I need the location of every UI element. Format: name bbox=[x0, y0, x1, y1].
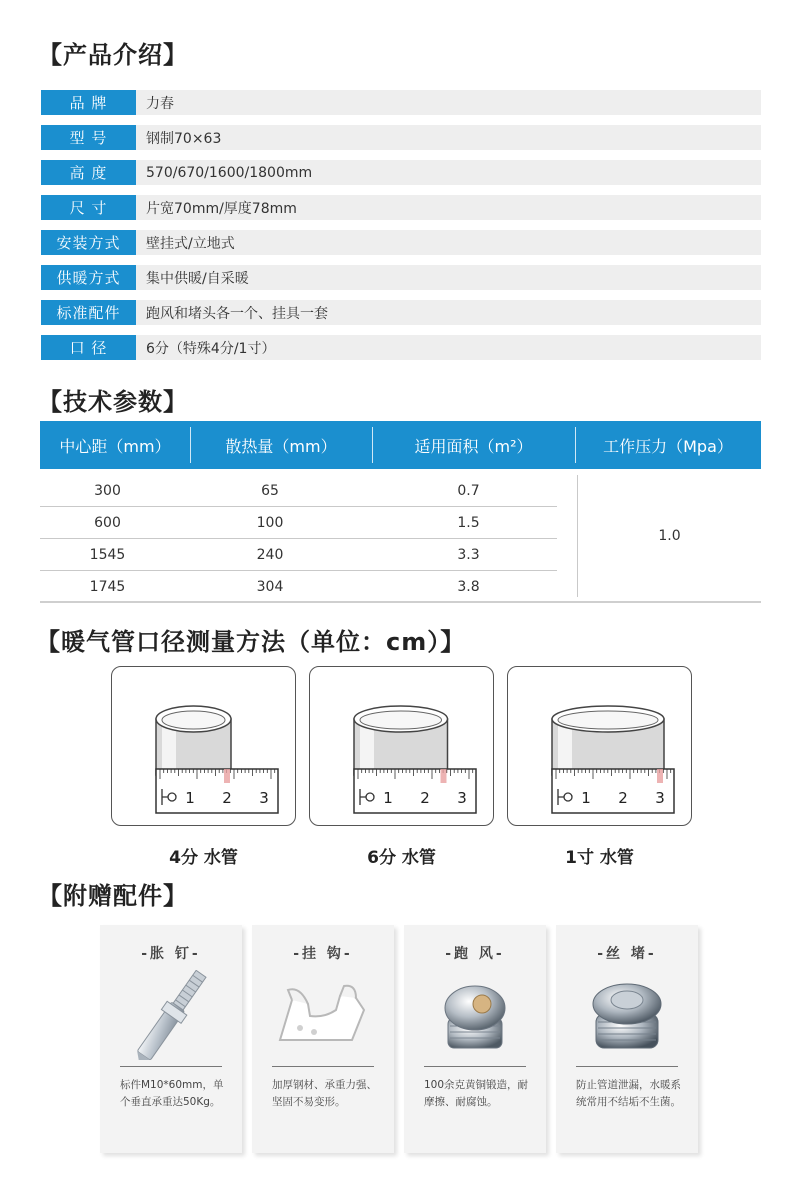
ruler-measure-mark bbox=[224, 769, 230, 783]
pipe-measure-card-4fen bbox=[111, 666, 296, 826]
spec-label: 标准配件 bbox=[41, 300, 136, 325]
expansion-bolt-icon bbox=[100, 970, 242, 1060]
tech-params-title: 【技术参数】 bbox=[38, 388, 188, 416]
spec-row-model bbox=[41, 125, 761, 150]
spec-label: 安装方式 bbox=[41, 230, 136, 255]
ruler-digit: 2 bbox=[420, 789, 430, 807]
table-row bbox=[40, 475, 572, 507]
pipe-caption: 4分 水管 bbox=[169, 848, 238, 868]
table-header bbox=[40, 421, 761, 469]
cell-area: 1.5 bbox=[457, 515, 480, 531]
spec-value: 6分（特殊4分/1寸） bbox=[136, 335, 761, 360]
accessory-card-hook bbox=[252, 925, 394, 1153]
air-vent-icon bbox=[404, 970, 546, 1060]
ruler-digit: 1 bbox=[383, 789, 393, 807]
cell-heat: 240 bbox=[256, 547, 284, 563]
accessory-name: -挂 钩- bbox=[293, 946, 353, 962]
cell-area: 0.7 bbox=[457, 483, 480, 499]
header-pressure: 工作压力（Mpa） bbox=[575, 421, 761, 469]
spec-row-brand bbox=[41, 90, 761, 115]
pipe-opening bbox=[162, 711, 225, 729]
accessory-divider bbox=[120, 1066, 222, 1067]
spec-value: 集中供暖/自采暖 bbox=[136, 265, 761, 290]
ruler-measure-mark bbox=[657, 769, 663, 783]
spec-value: 力春 bbox=[136, 90, 761, 115]
accessory-name: -跑 风- bbox=[445, 946, 505, 962]
cell-heat: 65 bbox=[261, 483, 279, 499]
spec-value: 片宽70mm/厚度78mm bbox=[136, 195, 761, 220]
table-row bbox=[40, 571, 572, 603]
accessory-divider bbox=[576, 1066, 678, 1067]
product-intro-title: 【产品介绍】 bbox=[38, 41, 188, 69]
cell-area: 3.8 bbox=[457, 579, 480, 595]
spec-label: 品 牌 bbox=[41, 90, 136, 115]
ruler-digit: 3 bbox=[655, 789, 665, 807]
cell-pressure: 1.0 bbox=[577, 475, 761, 597]
ruler-digit: 3 bbox=[457, 789, 467, 807]
accessory-card-air-vent bbox=[404, 925, 546, 1153]
ruler-digit: 2 bbox=[222, 789, 232, 807]
cell-center: 1545 bbox=[89, 547, 126, 563]
pipe-ruler-illustration bbox=[112, 667, 297, 827]
pipe-caption: 1寸 水管 bbox=[565, 848, 634, 868]
pipe-ruler-illustration bbox=[508, 667, 693, 827]
spec-row-heating bbox=[41, 265, 761, 290]
pipe-highlight bbox=[360, 723, 374, 773]
accessory-description: 标件M10*60mm，单个垂直承重达50Kg。 bbox=[120, 1079, 224, 1108]
spec-label: 尺 寸 bbox=[41, 195, 136, 220]
ruler-digit: 2 bbox=[618, 789, 628, 807]
accessory-description: 防止管道泄漏，水暖系统常用不结垢不生菌。 bbox=[576, 1079, 681, 1108]
header-center-distance: 中心距（mm） bbox=[59, 436, 171, 456]
accessory-card-plug bbox=[556, 925, 698, 1153]
accessory-divider bbox=[424, 1066, 526, 1067]
accessory-divider bbox=[272, 1066, 374, 1067]
pipe-measure-card-6fen bbox=[309, 666, 494, 826]
spec-value: 壁挂式/立地式 bbox=[136, 230, 761, 255]
table-row bbox=[40, 507, 572, 539]
accessories-title: 【附赠配件】 bbox=[38, 882, 188, 910]
cell-center: 300 bbox=[94, 483, 121, 499]
spec-row-height bbox=[41, 160, 761, 185]
spec-label: 型 号 bbox=[41, 125, 136, 150]
plug-icon bbox=[556, 970, 698, 1060]
spec-value: 570/670/1600/1800mm bbox=[136, 160, 761, 185]
accessory-card-expansion-bolt bbox=[100, 925, 242, 1153]
pipe-measure-title: 【暖气管口径测量方法（单位：cm）】 bbox=[36, 628, 466, 656]
pipe-opening bbox=[360, 711, 442, 729]
pipe-highlight bbox=[558, 723, 572, 773]
spec-label: 高 度 bbox=[41, 160, 136, 185]
cell-heat: 100 bbox=[256, 515, 284, 531]
spec-row-size bbox=[41, 195, 761, 220]
cell-center: 1745 bbox=[89, 579, 126, 595]
hook-icon bbox=[252, 970, 394, 1060]
pipe-ruler-illustration bbox=[310, 667, 495, 827]
spec-value: 钢制70×63 bbox=[136, 125, 761, 150]
spec-row-install bbox=[41, 230, 761, 255]
accessory-description: 100余克黄铜锻造，耐摩擦、耐腐蚀。 bbox=[424, 1079, 529, 1108]
accessory-name: -胀 钉- bbox=[141, 946, 201, 962]
table-row bbox=[40, 539, 572, 571]
accessory-description: 加厚钢材、承重力强、坚固不易变形。 bbox=[272, 1079, 377, 1108]
spec-value: 跑风和堵头各一个、挂具一套 bbox=[136, 300, 761, 325]
header-heat-output: 散热量（mm） bbox=[190, 421, 372, 469]
table-body bbox=[40, 469, 761, 603]
ruler-digit: 1 bbox=[581, 789, 591, 807]
ruler-digit: 3 bbox=[259, 789, 269, 807]
pipe-caption: 6分 水管 bbox=[367, 848, 436, 868]
cell-center: 600 bbox=[94, 515, 121, 531]
header-area: 适用面积（m²） bbox=[372, 421, 575, 469]
tech-params-table bbox=[40, 421, 761, 603]
ruler-measure-mark bbox=[441, 769, 447, 783]
spec-row-accessories bbox=[41, 300, 761, 325]
spec-label: 供暖方式 bbox=[41, 265, 136, 290]
cell-area: 3.3 bbox=[457, 547, 480, 563]
pipe-opening bbox=[558, 711, 658, 729]
spec-label: 口 径 bbox=[41, 335, 136, 360]
spec-row-caliber bbox=[41, 335, 761, 360]
pipe-measure-card-1cun bbox=[507, 666, 692, 826]
ruler-digit: 1 bbox=[185, 789, 195, 807]
accessory-name: -丝 堵- bbox=[597, 946, 657, 962]
cell-heat: 304 bbox=[256, 579, 284, 595]
